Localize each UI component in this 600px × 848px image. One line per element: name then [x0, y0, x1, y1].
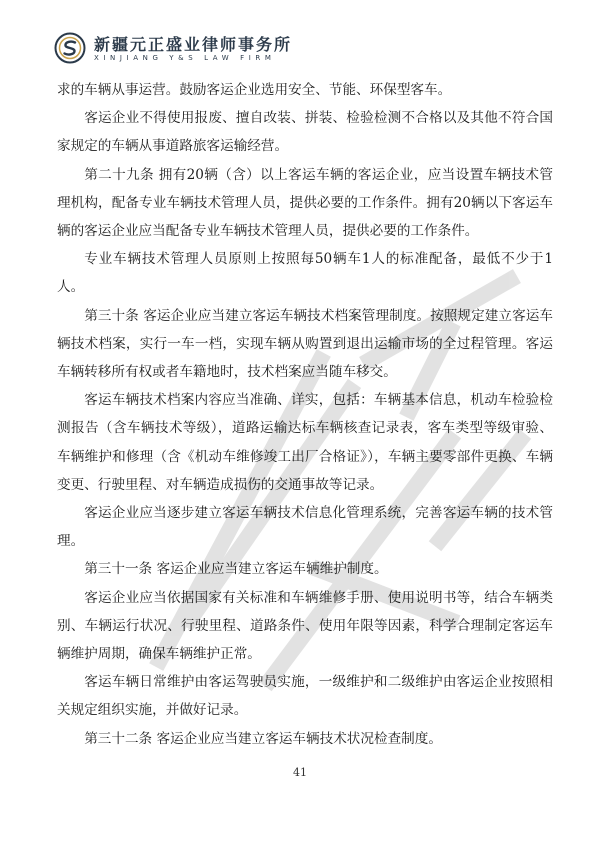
article-30: 第三十条 客运企业应当建立客运车辆技术档案管理制度。按照规定建立客运车辆技术档案，实行一车一档，实现车辆从购置到退出运输市场的全过程管理。客运车辆转移所有权或者车籍地时，技术档案应当随车移交。: [57, 307, 553, 381]
paragraph: 客运车辆技术档案内容应当准确、详实，包括：车辆基本信息，机动车检验检测报告（含车辆技术等级），道路运输达标车辆核查记录表，客车类型等级审验、车辆维护和修理（含《机动车维修竣工出厂合格证》），车辆主要零部件更换、车辆变更、行驶里程、对车辆造成损伤的交通事故等记录。: [57, 392, 553, 493]
article-29: 第二十九条 拥有20辆（含）以上客运车辆的客运企业，应当设置车辆技术管理机构，配备专业车辆技术管理人员，提供必要的工作条件。拥有20辆以下客运车辆的客运企业应当配备专业车辆技术管理人员，提供必要的工作条件。: [57, 166, 553, 240]
paragraph: 专业车辆技术管理人员原则上按照每50辆车1人的标准配备，最低不少于1人。: [57, 251, 553, 296]
paragraph: 客运企业应当依据国家有关标准和车辆维修手册、使用说明书等，结合车辆类别、车辆运行状况、行驶里程、道路条件、使用年限等因素，科学合理制定客运车辆维护周期，确保车辆维护正常。: [57, 589, 553, 663]
firm-name-en: XINJIANG Y&S LAW FIRM: [94, 54, 276, 62]
paragraph: 客运企业应当逐步建立客运车辆技术信息化管理系统，完善客运车辆的技术管理。: [57, 505, 553, 550]
paragraph: 客运车辆日常维护由客运驾驶员实施，一级维护和二级维护由客运企业按照相关规定组织实施，并做好记录。: [57, 674, 553, 719]
document-body: [57, 76, 553, 753]
paragraph: 客运企业不得使用报废、擅自改装、拼装、检验检测不合格以及其他不符合国家规定的车辆从事道路旅客运输经营。: [57, 110, 553, 155]
article-31: 第三十一条 客运企业应当建立客运车辆维护制度。: [84, 561, 388, 578]
paragraph: 求的车辆从事运营。鼓励客运企业选用安全、节能、环保型客车。: [57, 82, 452, 98]
page-number: 41: [293, 766, 307, 779]
page-header: [40, 30, 560, 74]
firm-logo-icon: [54, 32, 86, 64]
firm-name-cn: 新疆元正盛业律师事务所: [94, 35, 293, 54]
article-32: 第三十二条 客运企业应当建立客运车辆技术状况检查制度。: [84, 730, 442, 747]
